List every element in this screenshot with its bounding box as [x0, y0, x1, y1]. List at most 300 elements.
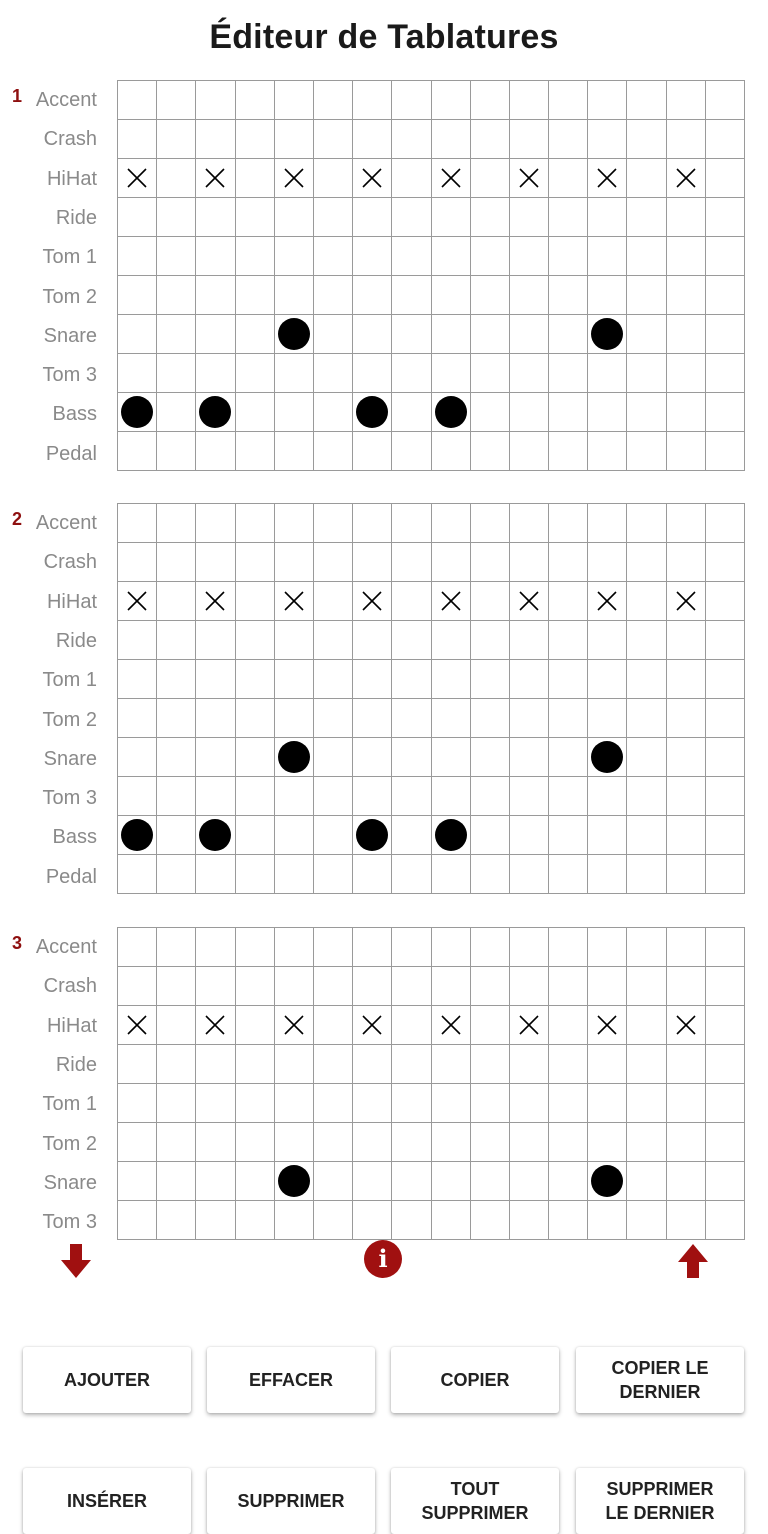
- grid-cell[interactable]: [510, 1162, 549, 1201]
- grid-cell[interactable]: [432, 315, 471, 354]
- grid-cell[interactable]: [353, 237, 392, 276]
- grid-cell[interactable]: [314, 699, 353, 738]
- grid-cell[interactable]: [118, 237, 157, 276]
- grid-cell[interactable]: [236, 1201, 275, 1240]
- grid-cell[interactable]: [432, 582, 471, 621]
- grid-cell[interactable]: [236, 315, 275, 354]
- grid-cell[interactable]: [314, 1084, 353, 1123]
- grid-cell[interactable]: [196, 1201, 235, 1240]
- grid-cell[interactable]: [314, 816, 353, 855]
- grid-cell[interactable]: [392, 198, 431, 237]
- grid-cell[interactable]: [588, 1084, 627, 1123]
- grid-cell[interactable]: [392, 738, 431, 777]
- grid-cell[interactable]: [432, 1084, 471, 1123]
- grid-cell[interactable]: [549, 543, 588, 582]
- grid-cell[interactable]: [510, 777, 549, 816]
- grid-cell[interactable]: [667, 1006, 706, 1045]
- grid-cell[interactable]: [549, 393, 588, 432]
- grid-cell[interactable]: [627, 276, 666, 315]
- grid-cell[interactable]: [706, 777, 745, 816]
- grid-cell[interactable]: [471, 621, 510, 660]
- grid-cell[interactable]: [667, 393, 706, 432]
- grid-cell[interactable]: [667, 315, 706, 354]
- grid-cell[interactable]: [471, 198, 510, 237]
- grid-cell[interactable]: [353, 354, 392, 393]
- grid-cell[interactable]: [196, 315, 235, 354]
- grid-cell[interactable]: [549, 1162, 588, 1201]
- grid-cell[interactable]: [314, 582, 353, 621]
- grid-cell[interactable]: [353, 1162, 392, 1201]
- grid-cell[interactable]: [392, 855, 431, 894]
- grid-cell[interactable]: [353, 1006, 392, 1045]
- grid-cell[interactable]: [196, 660, 235, 699]
- grid-cell[interactable]: [432, 777, 471, 816]
- grid-cell[interactable]: [588, 159, 627, 198]
- grid-cell[interactable]: [157, 928, 196, 967]
- grid-cell[interactable]: [706, 1084, 745, 1123]
- grid-cell[interactable]: [236, 393, 275, 432]
- grid-cell[interactable]: [549, 777, 588, 816]
- grid-cell[interactable]: [157, 237, 196, 276]
- grid-cell[interactable]: [196, 621, 235, 660]
- grid-cell[interactable]: [627, 393, 666, 432]
- tab-grid[interactable]: [117, 927, 745, 1240]
- grid-cell[interactable]: [667, 1084, 706, 1123]
- grid-cell[interactable]: [706, 1045, 745, 1084]
- grid-cell[interactable]: [118, 1201, 157, 1240]
- grid-cell[interactable]: [549, 967, 588, 1006]
- grid-cell[interactable]: [392, 1162, 431, 1201]
- grid-cell[interactable]: [510, 237, 549, 276]
- delete-last-button[interactable]: SUPPRIMER LE DERNIER: [576, 1468, 744, 1534]
- grid-cell[interactable]: [157, 81, 196, 120]
- grid-cell[interactable]: [549, 699, 588, 738]
- grid-cell[interactable]: [432, 543, 471, 582]
- grid-cell[interactable]: [314, 159, 353, 198]
- grid-cell[interactable]: [196, 81, 235, 120]
- grid-cell[interactable]: [275, 928, 314, 967]
- grid-cell[interactable]: [157, 1045, 196, 1084]
- grid-cell[interactable]: [549, 1006, 588, 1045]
- grid-cell[interactable]: [432, 504, 471, 543]
- grid-cell[interactable]: [549, 621, 588, 660]
- grid-cell[interactable]: [196, 393, 235, 432]
- grid-cell[interactable]: [353, 1201, 392, 1240]
- grid-cell[interactable]: [627, 159, 666, 198]
- grid-cell[interactable]: [118, 777, 157, 816]
- grid-cell[interactable]: [392, 816, 431, 855]
- grid-cell[interactable]: [196, 198, 235, 237]
- grid-cell[interactable]: [627, 855, 666, 894]
- grid-cell[interactable]: [275, 354, 314, 393]
- grid-cell[interactable]: [588, 237, 627, 276]
- grid-cell[interactable]: [667, 276, 706, 315]
- grid-cell[interactable]: [706, 354, 745, 393]
- grid-cell[interactable]: [157, 1162, 196, 1201]
- info-icon[interactable]: i: [364, 1240, 402, 1278]
- grid-cell[interactable]: [314, 198, 353, 237]
- grid-cell[interactable]: [667, 354, 706, 393]
- grid-cell[interactable]: [236, 1162, 275, 1201]
- grid-cell[interactable]: [510, 1201, 549, 1240]
- grid-cell[interactable]: [353, 120, 392, 159]
- grid-cell[interactable]: [588, 738, 627, 777]
- grid-cell[interactable]: [118, 159, 157, 198]
- grid-cell[interactable]: [392, 504, 431, 543]
- grid-cell[interactable]: [549, 1084, 588, 1123]
- grid-cell[interactable]: [471, 582, 510, 621]
- grid-cell[interactable]: [157, 1084, 196, 1123]
- grid-cell[interactable]: [353, 1084, 392, 1123]
- grid-cell[interactable]: [275, 1045, 314, 1084]
- grid-cell[interactable]: [392, 432, 431, 471]
- grid-cell[interactable]: [275, 738, 314, 777]
- grid-cell[interactable]: [667, 1123, 706, 1162]
- grid-cell[interactable]: [706, 1162, 745, 1201]
- grid-cell[interactable]: [667, 198, 706, 237]
- grid-cell[interactable]: [157, 816, 196, 855]
- grid-cell[interactable]: [236, 120, 275, 159]
- tab-grid[interactable]: [117, 80, 745, 471]
- grid-cell[interactable]: [627, 237, 666, 276]
- grid-cell[interactable]: [706, 276, 745, 315]
- grid-cell[interactable]: [118, 699, 157, 738]
- grid-cell[interactable]: [196, 276, 235, 315]
- grid-cell[interactable]: [627, 1123, 666, 1162]
- grid-cell[interactable]: [510, 354, 549, 393]
- grid-cell[interactable]: [432, 855, 471, 894]
- grid-cell[interactable]: [196, 237, 235, 276]
- grid-cell[interactable]: [588, 928, 627, 967]
- grid-cell[interactable]: [118, 1123, 157, 1162]
- grid-cell[interactable]: [118, 315, 157, 354]
- grid-cell[interactable]: [667, 777, 706, 816]
- grid-cell[interactable]: [392, 582, 431, 621]
- grid-cell[interactable]: [196, 855, 235, 894]
- grid-cell[interactable]: [353, 543, 392, 582]
- grid-cell[interactable]: [667, 1162, 706, 1201]
- grid-cell[interactable]: [314, 393, 353, 432]
- grid-cell[interactable]: [236, 504, 275, 543]
- grid-cell[interactable]: [275, 81, 314, 120]
- grid-cell[interactable]: [196, 967, 235, 1006]
- grid-cell[interactable]: [667, 81, 706, 120]
- grid-cell[interactable]: [392, 81, 431, 120]
- grid-cell[interactable]: [471, 504, 510, 543]
- grid-cell[interactable]: [549, 237, 588, 276]
- grid-cell[interactable]: [157, 432, 196, 471]
- grid-cell[interactable]: [588, 816, 627, 855]
- grid-cell[interactable]: [588, 855, 627, 894]
- grid-cell[interactable]: [275, 816, 314, 855]
- grid-cell[interactable]: [275, 504, 314, 543]
- grid-cell[interactable]: [236, 582, 275, 621]
- grid-cell[interactable]: [510, 276, 549, 315]
- grid-cell[interactable]: [706, 198, 745, 237]
- grid-cell[interactable]: [667, 855, 706, 894]
- grid-cell[interactable]: [314, 432, 353, 471]
- grid-cell[interactable]: [471, 928, 510, 967]
- grid-cell[interactable]: [471, 159, 510, 198]
- grid-cell[interactable]: [432, 1162, 471, 1201]
- grid-cell[interactable]: [392, 543, 431, 582]
- grid-cell[interactable]: [314, 1006, 353, 1045]
- grid-cell[interactable]: [667, 928, 706, 967]
- grid-cell[interactable]: [157, 1201, 196, 1240]
- grid-cell[interactable]: [236, 967, 275, 1006]
- grid-cell[interactable]: [353, 699, 392, 738]
- grid-cell[interactable]: [588, 393, 627, 432]
- grid-cell[interactable]: [432, 432, 471, 471]
- grid-cell[interactable]: [275, 120, 314, 159]
- grid-cell[interactable]: [706, 120, 745, 159]
- grid-cell[interactable]: [314, 81, 353, 120]
- arrow-down-icon[interactable]: [61, 1244, 91, 1278]
- grid-cell[interactable]: [510, 393, 549, 432]
- grid-cell[interactable]: [588, 1201, 627, 1240]
- grid-cell[interactable]: [236, 1123, 275, 1162]
- grid-cell[interactable]: [471, 1045, 510, 1084]
- grid-cell[interactable]: [667, 660, 706, 699]
- grid-cell[interactable]: [432, 354, 471, 393]
- grid-cell[interactable]: [157, 660, 196, 699]
- grid-cell[interactable]: [471, 1084, 510, 1123]
- grid-cell[interactable]: [353, 504, 392, 543]
- grid-cell[interactable]: [627, 543, 666, 582]
- grid-cell[interactable]: [236, 198, 275, 237]
- grid-cell[interactable]: [353, 159, 392, 198]
- grid-cell[interactable]: [392, 621, 431, 660]
- grid-cell[interactable]: [353, 81, 392, 120]
- grid-cell[interactable]: [196, 543, 235, 582]
- grid-cell[interactable]: [706, 393, 745, 432]
- grid-cell[interactable]: [196, 120, 235, 159]
- grid-cell[interactable]: [588, 660, 627, 699]
- grid-cell[interactable]: [471, 660, 510, 699]
- grid-cell[interactable]: [471, 120, 510, 159]
- grid-cell[interactable]: [667, 967, 706, 1006]
- grid-cell[interactable]: [196, 159, 235, 198]
- grid-cell[interactable]: [667, 621, 706, 660]
- grid-cell[interactable]: [314, 120, 353, 159]
- grid-cell[interactable]: [118, 1045, 157, 1084]
- grid-cell[interactable]: [157, 276, 196, 315]
- grid-cell[interactable]: [471, 777, 510, 816]
- grid-cell[interactable]: [118, 967, 157, 1006]
- grid-cell[interactable]: [432, 928, 471, 967]
- grid-cell[interactable]: [275, 543, 314, 582]
- grid-cell[interactable]: [118, 120, 157, 159]
- grid-cell[interactable]: [196, 1162, 235, 1201]
- grid-cell[interactable]: [275, 967, 314, 1006]
- grid-cell[interactable]: [392, 276, 431, 315]
- grid-cell[interactable]: [471, 1006, 510, 1045]
- grid-cell[interactable]: [549, 1123, 588, 1162]
- grid-cell[interactable]: [706, 432, 745, 471]
- grid-cell[interactable]: [706, 237, 745, 276]
- grid-cell[interactable]: [510, 159, 549, 198]
- grid-cell[interactable]: [510, 928, 549, 967]
- grid-cell[interactable]: [392, 120, 431, 159]
- grid-cell[interactable]: [432, 621, 471, 660]
- grid-cell[interactable]: [510, 432, 549, 471]
- tab-grid[interactable]: [117, 503, 745, 894]
- grid-cell[interactable]: [471, 738, 510, 777]
- grid-cell[interactable]: [314, 504, 353, 543]
- grid-cell[interactable]: [236, 1045, 275, 1084]
- grid-cell[interactable]: [196, 504, 235, 543]
- grid-cell[interactable]: [706, 699, 745, 738]
- grid-cell[interactable]: [510, 582, 549, 621]
- grid-cell[interactable]: [471, 543, 510, 582]
- grid-cell[interactable]: [275, 237, 314, 276]
- grid-cell[interactable]: [275, 1123, 314, 1162]
- grid-cell[interactable]: [275, 699, 314, 738]
- add-button[interactable]: AJOUTER: [23, 1347, 191, 1413]
- grid-cell[interactable]: [510, 621, 549, 660]
- grid-cell[interactable]: [627, 660, 666, 699]
- grid-cell[interactable]: [549, 1201, 588, 1240]
- grid-cell[interactable]: [706, 1006, 745, 1045]
- grid-cell[interactable]: [549, 816, 588, 855]
- grid-cell[interactable]: [588, 276, 627, 315]
- grid-cell[interactable]: [510, 660, 549, 699]
- delete-all-button[interactable]: TOUT SUPPRIMER: [391, 1468, 559, 1534]
- grid-cell[interactable]: [588, 543, 627, 582]
- grid-cell[interactable]: [353, 1123, 392, 1162]
- grid-cell[interactable]: [510, 1045, 549, 1084]
- grid-cell[interactable]: [667, 237, 706, 276]
- grid-cell[interactable]: [706, 855, 745, 894]
- grid-cell[interactable]: [157, 777, 196, 816]
- grid-cell[interactable]: [627, 967, 666, 1006]
- grid-cell[interactable]: [588, 81, 627, 120]
- grid-cell[interactable]: [314, 621, 353, 660]
- grid-cell[interactable]: [314, 1201, 353, 1240]
- grid-cell[interactable]: [549, 315, 588, 354]
- grid-cell[interactable]: [432, 660, 471, 699]
- grid-cell[interactable]: [157, 543, 196, 582]
- grid-cell[interactable]: [667, 432, 706, 471]
- grid-cell[interactable]: [471, 354, 510, 393]
- grid-cell[interactable]: [706, 1201, 745, 1240]
- grid-cell[interactable]: [157, 315, 196, 354]
- grid-cell[interactable]: [549, 928, 588, 967]
- grid-cell[interactable]: [236, 1084, 275, 1123]
- grid-cell[interactable]: [549, 120, 588, 159]
- grid-cell[interactable]: [196, 432, 235, 471]
- grid-cell[interactable]: [588, 1123, 627, 1162]
- grid-cell[interactable]: [196, 1045, 235, 1084]
- grid-cell[interactable]: [353, 432, 392, 471]
- grid-cell[interactable]: [588, 1045, 627, 1084]
- grid-cell[interactable]: [118, 738, 157, 777]
- grid-cell[interactable]: [157, 159, 196, 198]
- grid-cell[interactable]: [118, 1162, 157, 1201]
- grid-cell[interactable]: [471, 1162, 510, 1201]
- grid-cell[interactable]: [353, 660, 392, 699]
- grid-cell[interactable]: [471, 1201, 510, 1240]
- grid-cell[interactable]: [392, 315, 431, 354]
- grid-cell[interactable]: [236, 1006, 275, 1045]
- grid-cell[interactable]: [667, 543, 706, 582]
- grid-cell[interactable]: [627, 432, 666, 471]
- grid-cell[interactable]: [118, 816, 157, 855]
- grid-cell[interactable]: [275, 276, 314, 315]
- grid-cell[interactable]: [157, 198, 196, 237]
- grid-cell[interactable]: [314, 855, 353, 894]
- grid-cell[interactable]: [392, 660, 431, 699]
- grid-cell[interactable]: [549, 198, 588, 237]
- grid-cell[interactable]: [196, 354, 235, 393]
- grid-cell[interactable]: [549, 582, 588, 621]
- grid-cell[interactable]: [706, 582, 745, 621]
- grid-cell[interactable]: [510, 198, 549, 237]
- grid-cell[interactable]: [314, 1123, 353, 1162]
- grid-cell[interactable]: [353, 816, 392, 855]
- grid-cell[interactable]: [588, 432, 627, 471]
- grid-cell[interactable]: [236, 621, 275, 660]
- grid-cell[interactable]: [706, 738, 745, 777]
- grid-cell[interactable]: [353, 393, 392, 432]
- grid-cell[interactable]: [275, 315, 314, 354]
- grid-cell[interactable]: [314, 738, 353, 777]
- grid-cell[interactable]: [588, 1006, 627, 1045]
- grid-cell[interactable]: [236, 81, 275, 120]
- grid-cell[interactable]: [471, 237, 510, 276]
- grid-cell[interactable]: [275, 621, 314, 660]
- grid-cell[interactable]: [118, 198, 157, 237]
- grid-cell[interactable]: [667, 738, 706, 777]
- grid-cell[interactable]: [706, 621, 745, 660]
- grid-cell[interactable]: [588, 354, 627, 393]
- grid-cell[interactable]: [667, 159, 706, 198]
- grid-cell[interactable]: [667, 816, 706, 855]
- grid-cell[interactable]: [275, 159, 314, 198]
- grid-cell[interactable]: [627, 699, 666, 738]
- grid-cell[interactable]: [118, 432, 157, 471]
- grid-cell[interactable]: [510, 855, 549, 894]
- grid-cell[interactable]: [157, 1123, 196, 1162]
- grid-cell[interactable]: [471, 315, 510, 354]
- grid-cell[interactable]: [314, 777, 353, 816]
- grid-cell[interactable]: [510, 120, 549, 159]
- grid-cell[interactable]: [432, 1006, 471, 1045]
- grid-cell[interactable]: [627, 1201, 666, 1240]
- clear-button[interactable]: EFFACER: [207, 1347, 375, 1413]
- grid-cell[interactable]: [392, 1201, 431, 1240]
- grid-cell[interactable]: [392, 237, 431, 276]
- grid-cell[interactable]: [588, 582, 627, 621]
- grid-cell[interactable]: [314, 315, 353, 354]
- grid-cell[interactable]: [196, 816, 235, 855]
- grid-cell[interactable]: [588, 699, 627, 738]
- grid-cell[interactable]: [157, 582, 196, 621]
- grid-cell[interactable]: [706, 315, 745, 354]
- grid-cell[interactable]: [314, 967, 353, 1006]
- grid-cell[interactable]: [314, 660, 353, 699]
- grid-cell[interactable]: [627, 738, 666, 777]
- grid-cell[interactable]: [353, 276, 392, 315]
- grid-cell[interactable]: [588, 1162, 627, 1201]
- grid-cell[interactable]: [314, 237, 353, 276]
- grid-cell[interactable]: [510, 81, 549, 120]
- grid-cell[interactable]: [275, 432, 314, 471]
- grid-cell[interactable]: [392, 1045, 431, 1084]
- grid-cell[interactable]: [353, 315, 392, 354]
- grid-cell[interactable]: [392, 777, 431, 816]
- grid-cell[interactable]: [432, 81, 471, 120]
